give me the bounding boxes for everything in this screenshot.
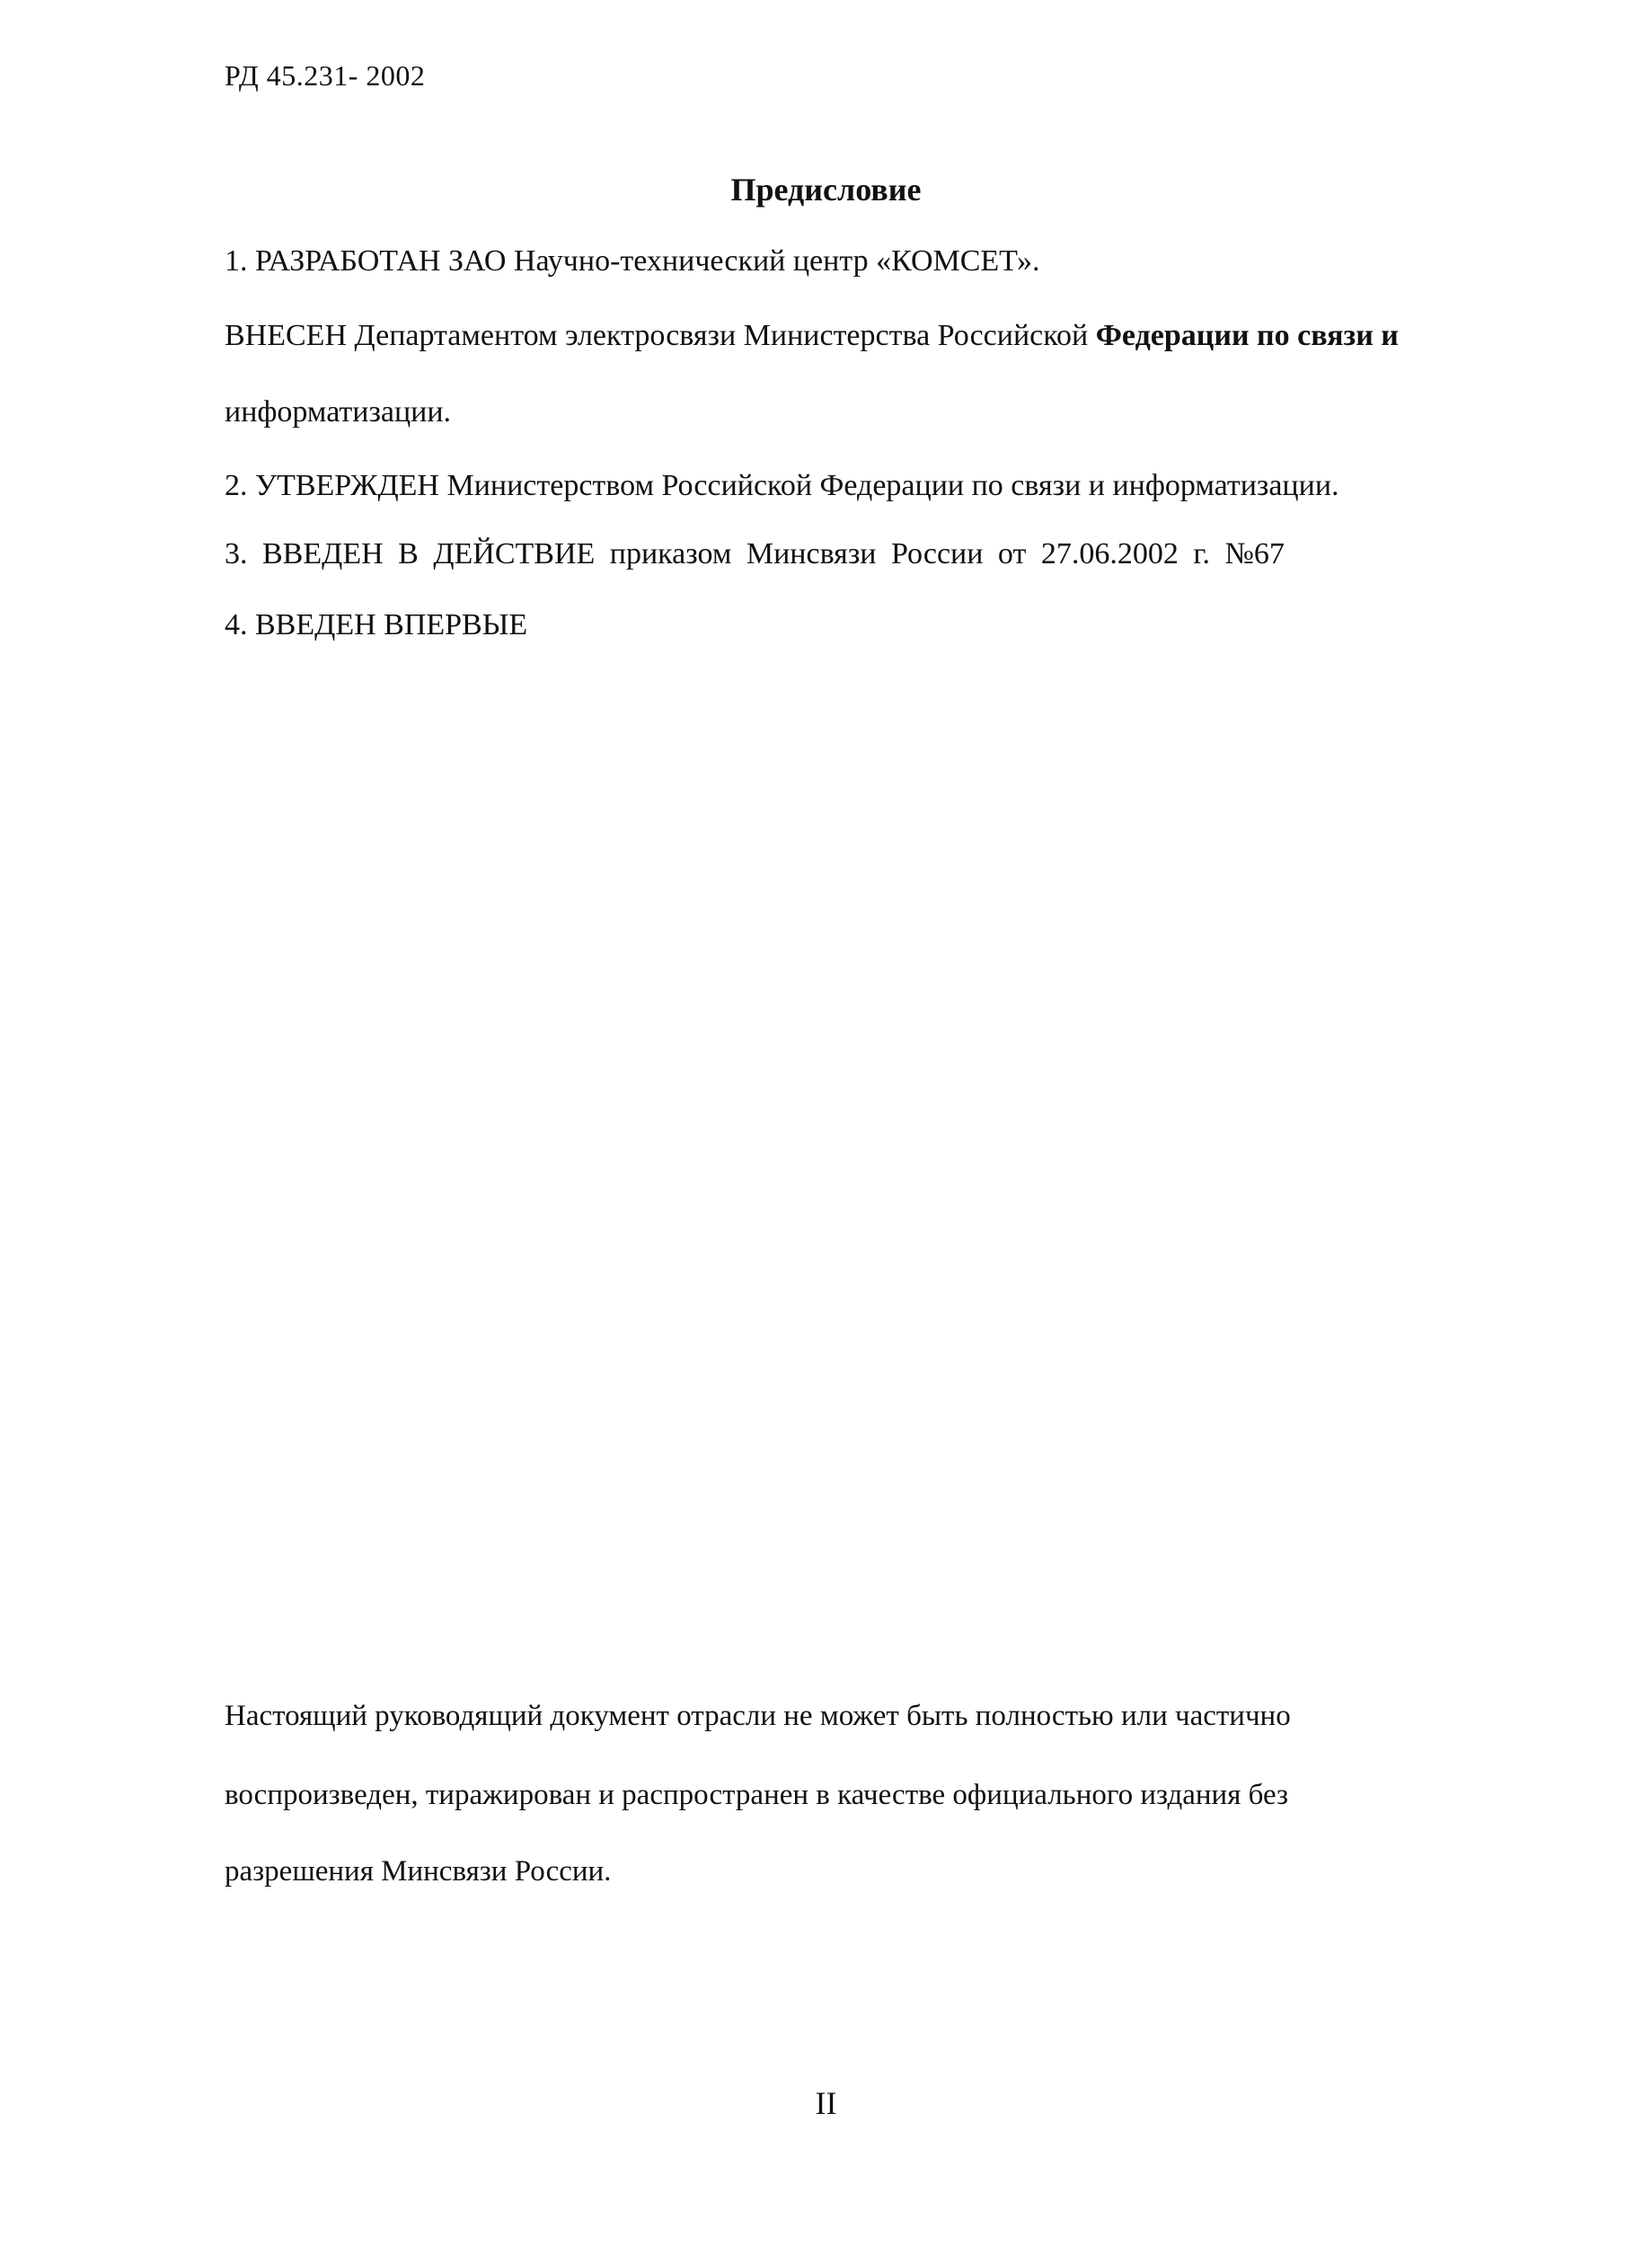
foreword-item-effective: 3. ВВЕДЕН В ДЕЙСТВИЕ приказом Минсвязи России от 27.06.2002 г. №67 <box>225 537 1285 570</box>
introduced-by-text-bold: Федерации по связи и <box>1095 319 1399 352</box>
page-number: II <box>815 2085 837 2121</box>
foreword-introduced-line <box>225 319 1399 353</box>
introduced-by-text: ВНЕСЕН Департаментом электросвязи Министерства Российской <box>225 319 1089 352</box>
foreword-item-approved: 2. УТВЕРЖДЕН Министерством Российской Федерации по связи и информатизации. <box>225 469 1339 502</box>
document-code: РД 45.231- 2002 <box>225 59 426 92</box>
copyright-notice-line-2: воспроизведен, тиражирован и распространен в качестве официального издания без <box>225 1779 1289 1811</box>
copyright-notice-line-1: Настоящий руководящий документ отрасли не может быть полностью или частично <box>225 1700 1291 1732</box>
foreword-item-developed: 1. РАЗРАБОТАН ЗАО Научно-технический центр «КОМСЕТ». <box>225 244 1040 278</box>
foreword-item-first-introduced: 4. ВВЕДЕН ВПЕРВЫЕ <box>225 608 528 641</box>
foreword-title: Предисловие <box>730 172 922 208</box>
foreword-introduced-continuation: информатизации. <box>225 395 452 429</box>
copyright-notice-line-3: разрешения Минсвязи России. <box>225 1855 612 1888</box>
